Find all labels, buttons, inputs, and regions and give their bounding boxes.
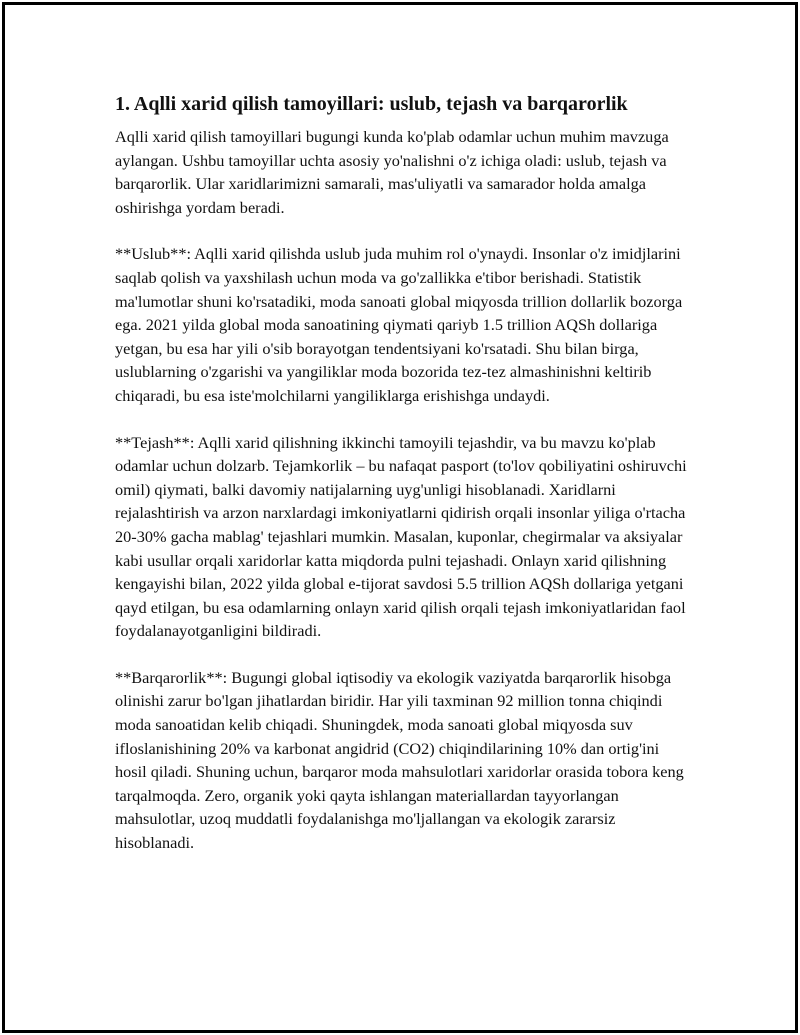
section-heading: 1. Aqlli xarid qilish tamoyillari: uslub, tejash va barqarorlik [115, 93, 628, 115]
sustainability-paragraph: **Barqarorlik**: Bugungi global iqtisodiy va ekologik vaziyatda barqarorlik hisobga olinishi zarur bo'lgan jihatlardan biridir. Har yili taxminan 92 million tonna chiqindi moda sanoatidan kelib chiqadi. Shuningdek, moda sanoati global miqyosda suv ifloslanishining 20% va karbonat angidrid (CO2) chiqindilarining 10% dan ortig'ini hosil qiladi. Shuning uchun, barqaror moda mahsulotlari xaridorlar orasida tobora keng tarqalmoqda. Zero, organik yoki qayta ishlangan materiallardan tayyorlangan mahsulotlar, uzoq muddatli foydalanishga mo'ljallangan va ekologik zararsiz hisoblanadi. [115, 667, 684, 853]
document-body [115, 90, 690, 878]
style-paragraph: **Uslub**: Aqlli xarid qilishda uslub juda muhim rol o'ynaydi. Insonlar o'z imidjlarini saqlab qolish va yaxshilash uchun moda va go'zallikka e'tibor berishadi. Statistik ma'lumotlar shuni ko'rsatadiki, moda sanoati global miqyosda trillion dollarlik bozorga ega. 2021 yilda global moda sanoatining qiymati qariyb 1.5 trillion AQSh dollariga yetgan, bu esa har yili o'sib borayotgan tendentsiyani ko'rsatadi. Shu bilan birga, uslublarning o'zgarishi va yangiliklar moda bozorida tez-tez almashinishni keltirib chiqaradi, bu esa iste'molchilarni yangiliklarga erishishga undaydi. [115, 244, 683, 405]
intro-paragraph: Aqlli xarid qilish tamoyillari bugungi kunda ko'plab odamlar uchun muhim mavzuga aylangan. Ushbu tamoyillar uchta asosiy yo'nalishni o'z ichiga oladi: uslub, tejash va barqarorlik. Ular xaridlarimizni samarali, mas'uliyatli va samarador holda amalga oshirishga yordam beradi. [115, 127, 669, 217]
saving-paragraph: **Tejash**: Aqlli xarid qilishning ikkinchi tamoyili tejashdir, va bu mavzu ko'plab odamlar uchun dolzarb. Tejamkorlik – bu nafaqat pasport (to'lov qobiliyatini oshiruvchi omil) qiymati, balki davomiy natijalarning uyg'unligi hisoblanadi. Xaridlarni rejalashtirish va arzon narxlardagi imkoniyatlarni qidirish orqali insonlar yiliga o'rtacha 20-30% gacha mablag' tejashlari mumkin. Masalan, kuponlar, chegirmalar va aksiyalar kabi usullar orqali xaridorlar katta miqdorda pulni tejashadi. Onlayn xarid qilishning kengayishi bilan, 2022 yilda global e-tijorat savdosi 5.5 trillion AQSh dollariga yetgani qayd etilgan, bu esa odamlarning onlayn xarid qilish orqali tejash imkoniyatlaridan faol foydalanayotganligini bildiradi. [115, 432, 687, 641]
